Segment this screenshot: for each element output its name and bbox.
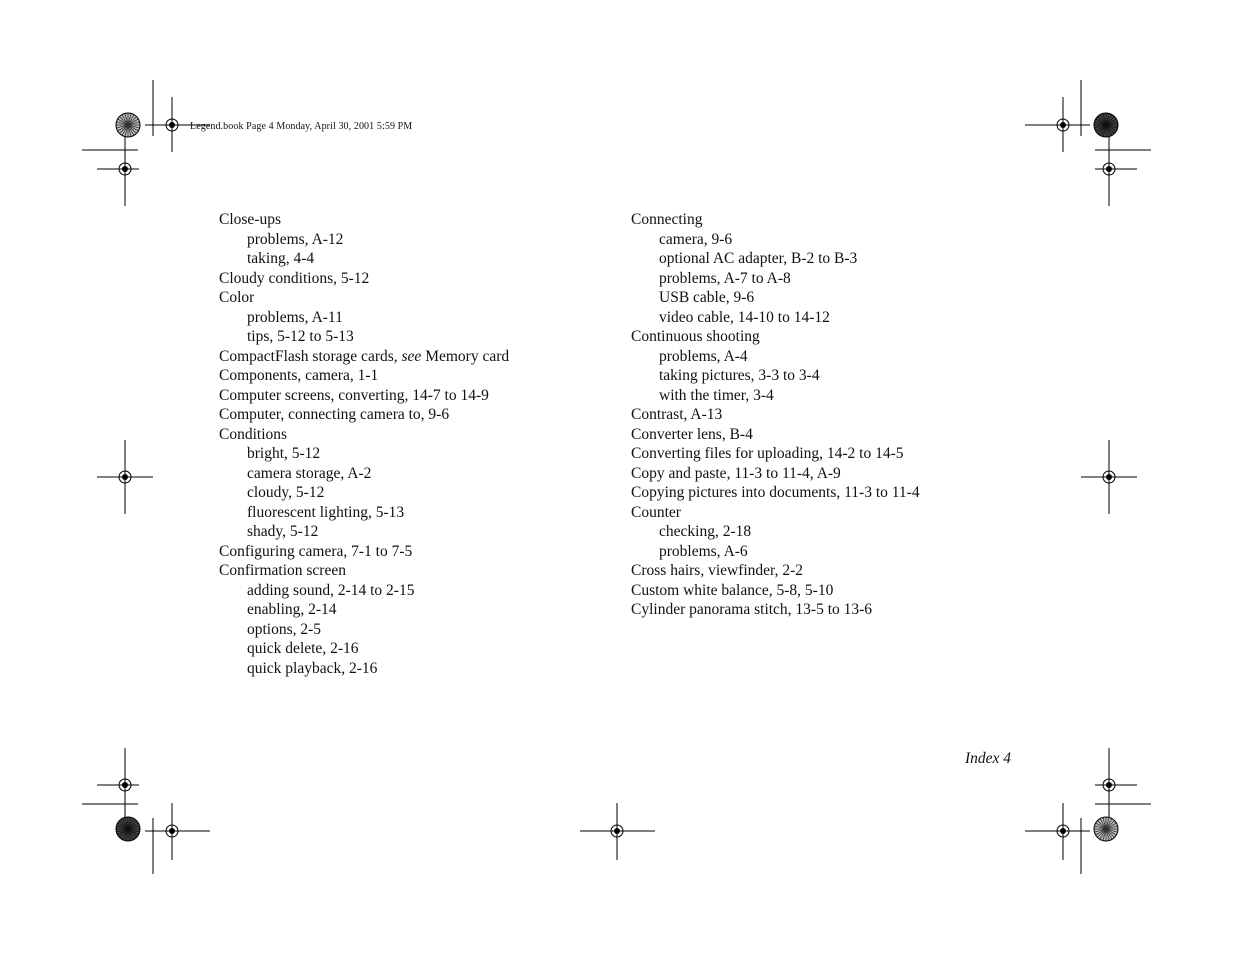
index-subentry: taking, 4-4 bbox=[247, 250, 315, 267]
index-entry: Configuring camera, 7-1 to 7-5 bbox=[219, 542, 413, 560]
index-subentry: with the timer, 3-4 bbox=[659, 386, 774, 404]
index-entry: Components, camera, 1-1 bbox=[219, 367, 379, 384]
index-subentry: options, 2-5 bbox=[247, 620, 322, 638]
index-subentry: fluorescent lighting, 5-13 bbox=[247, 503, 405, 521]
index-subentry: quick playback, 2-16 bbox=[247, 659, 378, 677]
index-subentry: adding sound, 2-14 to 2-15 bbox=[247, 581, 415, 599]
index-subentry: enabling, 2-14 bbox=[247, 601, 337, 618]
index-subentry: USB cable, 9-6 bbox=[659, 289, 755, 306]
page-folio: Index 4 bbox=[965, 750, 1012, 767]
index-subentry: camera storage, A-2 bbox=[247, 464, 372, 482]
sunburst-color-patch-icon bbox=[1093, 816, 1119, 842]
page-slug: Legend.book Page 4 Monday, April 30, 2001 5:59 PM bbox=[190, 121, 413, 132]
index-subentry: tips, 5-12 to 5-13 bbox=[247, 328, 354, 345]
index-subentry: cloudy, 5-12 bbox=[247, 484, 325, 501]
index-entry: Contrast, A-13 bbox=[631, 406, 723, 423]
index-entry: Color bbox=[219, 289, 255, 306]
index-entry: Cloudy conditions, 5-12 bbox=[219, 269, 370, 287]
index-entry: Continuous shooting bbox=[631, 328, 760, 345]
index-subentry: problems, A-4 bbox=[659, 347, 748, 365]
index-subentry: problems, A-11 bbox=[247, 308, 343, 326]
index-entry: Cross hairs, viewfinder, 2-2 bbox=[631, 562, 803, 579]
index-entry: Custom white balance, 5-8, 5-10 bbox=[631, 581, 834, 599]
sunburst-color-patch-icon bbox=[115, 816, 141, 842]
index-entry: Connecting bbox=[631, 211, 703, 228]
sunburst-color-patch-icon bbox=[1093, 112, 1119, 138]
index-entry: Computer screens, converting, 14-7 to 14-9 bbox=[219, 386, 489, 404]
index-subentry: problems, A-7 to A-8 bbox=[659, 269, 791, 287]
sunburst-color-patch-icon bbox=[115, 112, 141, 138]
index-entry: Cylinder panorama stitch, 13-5 to 13-6 bbox=[631, 601, 873, 618]
index-entry: Close-ups bbox=[219, 211, 281, 228]
index-subentry: video cable, 14-10 to 14-12 bbox=[659, 308, 830, 326]
index-subentry: camera, 9-6 bbox=[659, 230, 733, 248]
index-entry: Confirmation screen bbox=[219, 562, 346, 579]
index-entry: Conditions bbox=[219, 425, 288, 443]
index-subentry: checking, 2-18 bbox=[659, 523, 752, 540]
index-entry: Computer, connecting camera to, 9-6 bbox=[219, 406, 450, 423]
index-entry: Converting files for uploading, 14-2 to 14-5 bbox=[631, 445, 904, 462]
index-entry-see-reference: see bbox=[401, 347, 422, 365]
index-subentry: problems, A-6 bbox=[659, 542, 748, 560]
index-entry: Counter bbox=[631, 503, 681, 521]
index-subentry: shady, 5-12 bbox=[247, 523, 319, 540]
index-entry: Copying pictures into documents, 11-3 to 11-4 bbox=[631, 484, 920, 501]
index-entry-target: Memory card bbox=[421, 347, 510, 365]
index-subentry: problems, A-12 bbox=[247, 230, 344, 248]
index-entry: Converter lens, B-4 bbox=[631, 425, 753, 443]
index-entry: Copy and paste, 11-3 to 11-4, A-9 bbox=[631, 464, 841, 482]
index-entry-text: CompactFlash storage cards, bbox=[219, 347, 402, 365]
index-subentry: taking pictures, 3-3 to 3-4 bbox=[659, 367, 820, 384]
index-subentry: quick delete, 2-16 bbox=[247, 640, 359, 657]
index-subentry: bright, 5-12 bbox=[247, 445, 321, 462]
index-subentry: optional AC adapter, B-2 to B-3 bbox=[659, 250, 858, 267]
